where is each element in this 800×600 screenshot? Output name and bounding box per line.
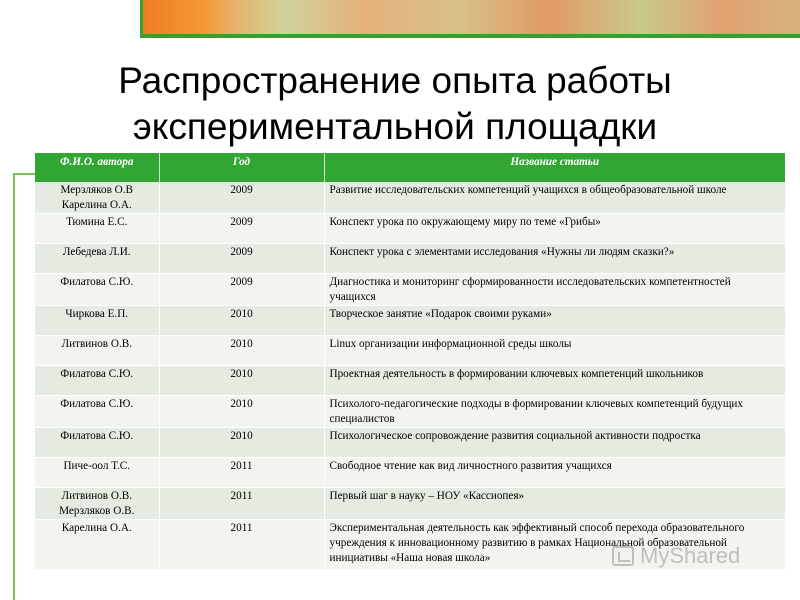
- cell-article: Первый шаг в науку – НОУ «Кассиопея»: [324, 488, 785, 520]
- watermark-text: MyShared: [640, 543, 741, 568]
- cell-year: 2011: [159, 488, 324, 520]
- slide-title-line-2: экспериментальной площадки: [132, 106, 658, 147]
- cell-year: 2010: [159, 306, 324, 336]
- cell-article: Свободное чтение как вид личностного развития учащихся: [324, 458, 785, 488]
- table-row: [35, 336, 785, 366]
- presentation-icon: [612, 546, 634, 566]
- cell-year: 2011: [159, 520, 324, 570]
- banner-divider: [140, 0, 143, 38]
- table-row: [35, 396, 785, 428]
- cell-author: Карелина О.А.: [35, 520, 159, 570]
- cell-year: 2009: [159, 214, 324, 244]
- cell-author: Пиче-оол Т.С.: [35, 458, 159, 488]
- cell-year: 2010: [159, 336, 324, 366]
- cell-author: Чиркова Е.П.: [35, 306, 159, 336]
- table-row: [35, 244, 785, 274]
- cell-year: 2011: [159, 458, 324, 488]
- table-row: [35, 214, 785, 244]
- table-row: [35, 366, 785, 396]
- slide-title-line-1: Распространение опыта работы: [118, 60, 672, 101]
- cell-author: Литвинов О.В.: [35, 336, 159, 366]
- decorative-banner: [140, 0, 800, 34]
- decorative-line-cap: [13, 173, 37, 175]
- cell-author: Лебедева Л.И.: [35, 244, 159, 274]
- cell-year: 2009: [159, 274, 324, 306]
- header-article: Название статьи: [324, 153, 785, 182]
- cell-article: Психолого-педагогические подходы в формировании ключевых компетенций будущих специалистов: [324, 396, 785, 428]
- cell-year: 2010: [159, 396, 324, 428]
- cell-author: Филатова С.Ю.: [35, 428, 159, 458]
- banner-underline: [140, 34, 800, 38]
- cell-article: Linux организации информационной среды школы: [324, 336, 785, 366]
- cell-article: Экспериментальная деятельность как эффективный способ перехода образовательного учреждения к инновационному развитию в рамках Национальной образовательной инициативы «Наша новая школа»: [324, 520, 785, 570]
- table-row: [35, 458, 785, 488]
- table-row: [35, 488, 785, 520]
- cell-author: Филатова С.Ю.: [35, 396, 159, 428]
- cell-author: Филатова С.Ю.: [35, 274, 159, 306]
- cell-article: Конспект урока с элементами исследования «Нужны ли людям сказки?»: [324, 244, 785, 274]
- cell-article: Психологическое сопровождение развития социальной активности подростка: [324, 428, 785, 458]
- slide-title: [40, 58, 750, 150]
- table-row: [35, 274, 785, 306]
- table-body: [35, 182, 785, 570]
- cell-article: Конспект урока по окружающему миру по теме «Грибы»: [324, 214, 785, 244]
- cell-author: Филатова С.Ю.: [35, 366, 159, 396]
- decorative-line: [13, 173, 15, 600]
- cell-year: 2009: [159, 182, 324, 214]
- cell-author: Мерзляков О.В Карелина О.А.: [35, 182, 159, 214]
- watermark: [612, 541, 740, 571]
- header-year: Год: [159, 153, 324, 182]
- publications-table: [35, 153, 786, 570]
- cell-year: 2010: [159, 428, 324, 458]
- cell-year: 2009: [159, 244, 324, 274]
- cell-author: Тюмина Е.С.: [35, 214, 159, 244]
- cell-year: 2010: [159, 366, 324, 396]
- cell-article: Проектная деятельность в формировании ключевых компетенций школьников: [324, 366, 785, 396]
- header-author: Ф.И.О. автора: [35, 153, 159, 182]
- cell-article: Диагностика и мониторинг сформированности исследовательских компетентностей учащихся: [324, 274, 785, 306]
- cell-article: Развитие исследовательских компетенций учащихся в общеобразовательной школе: [324, 182, 785, 214]
- table-row: [35, 306, 785, 336]
- table-header-row: [35, 153, 785, 182]
- table-row: [35, 428, 785, 458]
- table-row: [35, 182, 785, 214]
- cell-author: Литвинов О.В. Мерзляков О.В.: [35, 488, 159, 520]
- cell-article: Творческое занятие «Подарок своими руками»: [324, 306, 785, 336]
